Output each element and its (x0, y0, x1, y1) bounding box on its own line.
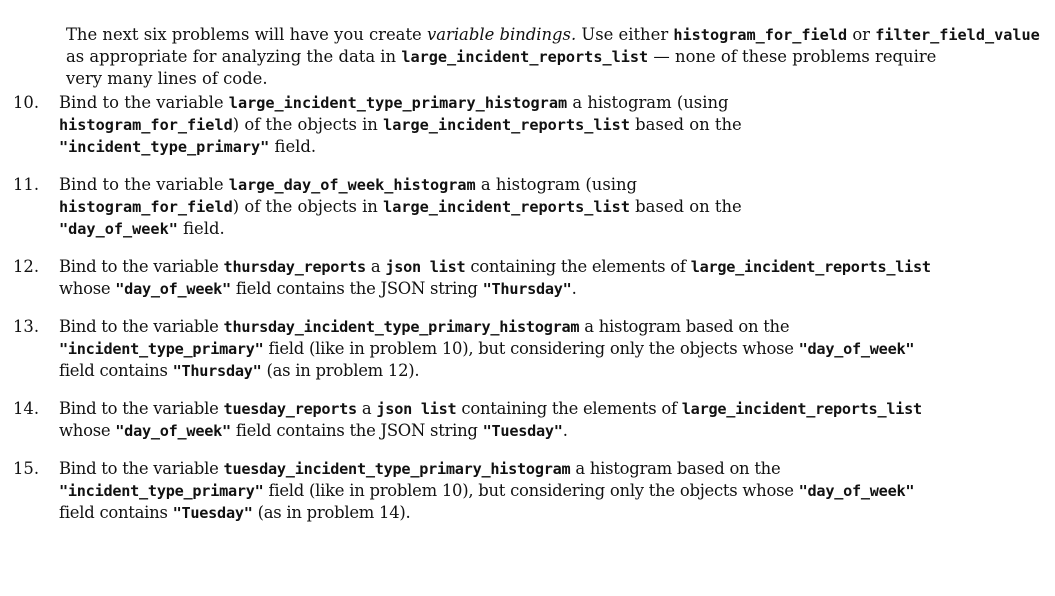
code-text: "Tuesday" (172, 504, 253, 522)
problem-item (13, 458, 973, 524)
text: field. (177, 219, 225, 238)
emphasis-text: variable bindings. (426, 25, 577, 44)
code-text: filter_field_value (875, 26, 1040, 44)
text: Use either (576, 25, 674, 44)
code-text: large_incident_reports_list (383, 198, 630, 216)
text: field contains the JSON string (230, 421, 483, 440)
text: ) of the objects in (232, 115, 384, 134)
text: as appropriate for analyzing the data in (66, 47, 402, 66)
problem-line (59, 480, 914, 502)
problem-text (59, 398, 922, 442)
code-text: histogram_for_field (59, 198, 233, 216)
code-text: large_incident_reports_list (383, 116, 630, 134)
text: Bind to the variable (59, 93, 229, 112)
code-text: "Thursday" (482, 280, 572, 298)
text: Bind to the variable (59, 459, 224, 478)
text: field contains (59, 503, 173, 522)
problem-number: 12. (13, 257, 40, 276)
code-text: "Thursday" (172, 362, 262, 380)
problem-text (59, 174, 742, 240)
text: Bind to the variable (59, 399, 224, 418)
problem-line (59, 316, 914, 338)
problem-text (59, 92, 742, 158)
problem-number: 15. (13, 459, 40, 478)
text: — none of these problems require (648, 47, 937, 66)
code-text: large_incident_reports_list (681, 400, 922, 418)
text: based on the (629, 197, 742, 216)
intro-line (66, 46, 1041, 68)
problem-line (59, 420, 922, 442)
problem-line (59, 278, 931, 300)
code-text: large_incident_reports_list (401, 48, 649, 66)
text: (as in problem 14). (252, 503, 411, 522)
code-text: "incident_type_primary" (59, 482, 264, 500)
intro-line (66, 24, 1041, 46)
text: whose (59, 421, 116, 440)
code-text: "day_of_week" (59, 220, 178, 238)
problem-number: 14. (13, 399, 40, 418)
text: very many lines of code. (66, 69, 268, 88)
text: field. (269, 137, 317, 156)
problem-line (59, 502, 914, 524)
problem-item (13, 398, 973, 442)
code-text: thursday_incident_type_primary_histogram (223, 318, 580, 336)
code-text: large_day_of_week_histogram (228, 176, 476, 194)
problem-number: 13. (13, 317, 40, 336)
problem-number: 10. (13, 93, 40, 112)
text: whose (59, 279, 116, 298)
problem-text (59, 458, 914, 524)
text: containing the elements of (456, 399, 682, 418)
code-text: histogram_for_field (673, 26, 848, 44)
code-text: json list (385, 258, 466, 276)
text: field contains the JSON string (230, 279, 483, 298)
problem-line (59, 114, 742, 136)
problem-item (13, 316, 973, 382)
code-text: histogram_for_field (59, 116, 233, 134)
code-text: large_incident_reports_list (690, 258, 931, 276)
problem-line (59, 218, 742, 240)
problem-line (59, 256, 931, 278)
problem-text (59, 256, 931, 300)
problem-item (13, 92, 973, 158)
intro-line (66, 68, 1041, 90)
text: (as in problem 12). (261, 361, 420, 380)
text: field contains (59, 361, 173, 380)
code-text: "day_of_week" (798, 340, 915, 358)
code-text: "day_of_week" (798, 482, 915, 500)
text: . (571, 279, 577, 298)
text: a (356, 399, 377, 418)
code-text: thursday_reports (223, 258, 366, 276)
text: ) of the objects in (232, 197, 384, 216)
problem-line (59, 174, 742, 196)
text: containing the elements of (465, 257, 691, 276)
intro-paragraph (66, 24, 1041, 90)
code-text: "incident_type_primary" (59, 138, 270, 156)
problem-line (59, 196, 742, 218)
code-text: tuesday_reports (223, 400, 357, 418)
text: field (like in problem 10), but considering only the objects whose (263, 339, 799, 358)
code-text: "Tuesday" (482, 422, 563, 440)
problem-item (13, 256, 973, 300)
problem-number: 11. (13, 175, 40, 194)
code-text: tuesday_incident_type_primary_histogram (223, 460, 571, 478)
problem-item (13, 174, 973, 240)
text: a histogram (using (567, 93, 729, 112)
text: Bind to the variable (59, 175, 229, 194)
problem-line (59, 398, 922, 420)
problem-text (59, 316, 914, 382)
code-text: "day_of_week" (115, 280, 231, 298)
problem-line (59, 360, 914, 382)
problem-list (13, 92, 973, 540)
code-text: "day_of_week" (115, 422, 231, 440)
text: or (847, 25, 876, 44)
code-text: json list (376, 400, 457, 418)
text: field (like in problem 10), but considering only the objects whose (263, 481, 799, 500)
text: a histogram based on the (579, 317, 790, 336)
text: a histogram (using (475, 175, 638, 194)
problem-line (59, 136, 742, 158)
problem-line (59, 92, 742, 114)
text: Bind to the variable (59, 257, 224, 276)
text: a histogram based on the (570, 459, 781, 478)
problem-line (59, 338, 914, 360)
problem-line (59, 458, 914, 480)
text: The next six problems will have you create (66, 25, 427, 44)
text: . (562, 421, 568, 440)
text: Bind to the variable (59, 317, 224, 336)
text: a (365, 257, 386, 276)
code-text: "incident_type_primary" (59, 340, 264, 358)
text: based on the (629, 115, 742, 134)
code-text: large_incident_type_primary_histogram (228, 94, 568, 112)
